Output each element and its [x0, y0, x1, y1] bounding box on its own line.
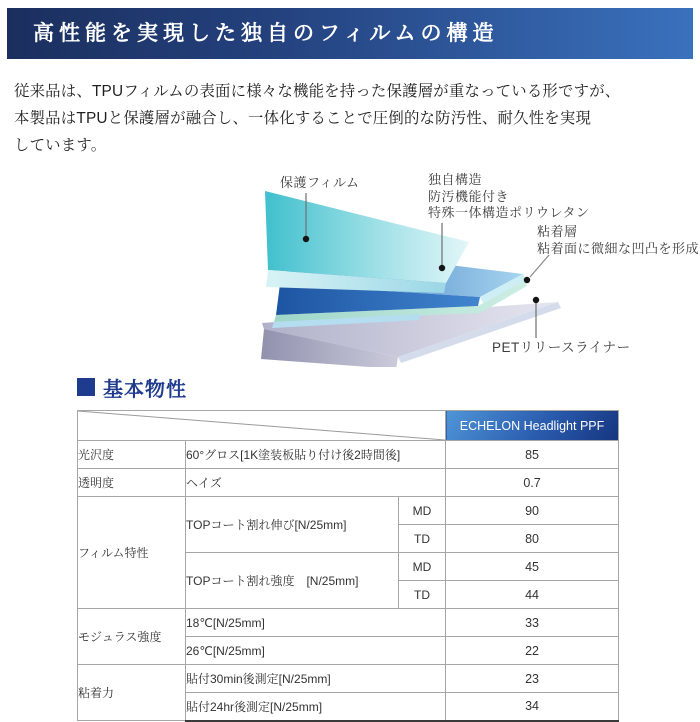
label-release-liner: PETリリースライナー	[492, 340, 631, 355]
table-row	[78, 609, 619, 637]
label-line: 防汚機能付き	[428, 188, 510, 204]
value-cell: 33	[446, 609, 619, 637]
table-row	[78, 441, 619, 469]
value-cell: 44	[446, 581, 619, 609]
label-unique-structure	[428, 172, 589, 222]
label-line: 独自構造	[428, 172, 483, 187]
table-row	[78, 469, 619, 497]
item-cell: 60°グロス[1K塗装板貼り付け後2時間後]	[186, 441, 446, 469]
item-cell: ヘイズ	[186, 469, 446, 497]
direction-cell: TD	[399, 581, 446, 609]
table-row	[78, 497, 619, 525]
film-structure-diagram	[0, 167, 700, 367]
label-adhesive-layer	[537, 224, 699, 257]
item-cell: 貼付30min後測定[N/25mm]	[186, 665, 446, 693]
layer-dot	[533, 297, 539, 303]
label-line: 粘着面に微細な凹凸を形成	[537, 240, 700, 256]
square-bullet-icon	[77, 378, 95, 396]
value-cell: 90	[446, 497, 619, 525]
table-header-row	[78, 411, 619, 441]
section-heading	[77, 375, 700, 399]
value-cell: 85	[446, 441, 619, 469]
value-cell: 34	[446, 693, 619, 721]
diagonal-header-cell	[78, 411, 446, 441]
section-banner	[7, 8, 693, 59]
product-column-header: ECHELON Headlight PPF	[446, 411, 619, 441]
section-title: 基本物性	[103, 378, 187, 401]
label-line: 特殊一体構造ポリウレタン	[428, 205, 590, 220]
category-cell: フィルム特性	[78, 497, 186, 609]
direction-cell: MD	[399, 553, 446, 581]
value-cell: 80	[446, 525, 619, 553]
item-cell: 18℃[N/25mm]	[186, 609, 446, 637]
label-line: 粘着層	[537, 224, 578, 239]
item-cell: 26℃[N/25mm]	[186, 637, 446, 665]
item-cell: 貼付24hr後測定[N/25mm]	[186, 693, 446, 721]
direction-cell: TD	[399, 525, 446, 553]
value-cell: 45	[446, 553, 619, 581]
intro-line: 従来品は、TPUフィルムの表面に様々な機能を持った保護層が重なっている形ですが、	[14, 83, 621, 100]
product-info-page	[0, 8, 700, 722]
layer-dot	[303, 236, 309, 242]
film-layers-illustration	[0, 167, 700, 367]
category-cell: 光沢度	[78, 441, 186, 469]
intro-line: しています。	[14, 137, 107, 154]
category-cell: 粘着力	[78, 665, 186, 721]
value-cell: 22	[446, 637, 619, 665]
intro-line: 本製品はTPUと保護層が融合し、一体化することで圧倒的な防汚性、耐久性を実現	[14, 110, 592, 127]
value-cell: 0.7	[446, 469, 619, 497]
leader-line	[530, 255, 549, 277]
item-cell: TOPコート割れ伸び[N/25mm]	[186, 497, 399, 553]
category-cell: モジュラス強度	[78, 609, 186, 665]
label-protective-film: 保護フィルム	[280, 175, 360, 190]
item-cell: TOPコート割れ強度 [N/25mm]	[186, 553, 399, 609]
banner-title: 高性能を実現した独自のフィルムの構造	[33, 21, 499, 45]
value-cell: 23	[446, 665, 619, 693]
layer-dot	[439, 265, 445, 271]
basic-properties-table	[77, 410, 619, 722]
direction-cell: MD	[399, 497, 446, 525]
intro-paragraph	[14, 78, 690, 159]
category-cell: 透明度	[78, 469, 186, 497]
layer-dot	[524, 277, 530, 283]
diagonal-line	[78, 411, 445, 440]
table-row	[78, 665, 619, 693]
